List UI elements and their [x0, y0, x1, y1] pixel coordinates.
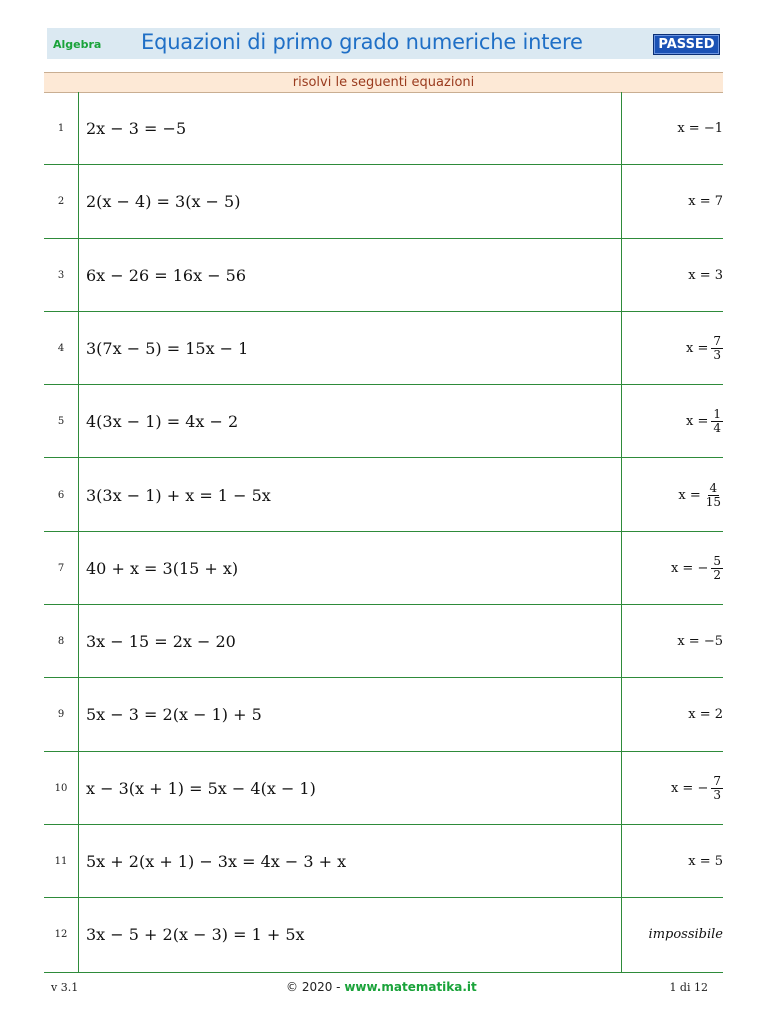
subject-label: Algebra [53, 38, 102, 51]
exercise-number: 12 [54, 929, 68, 941]
table-row [44, 385, 723, 458]
exercise-table [44, 92, 723, 973]
equation: x − 3(x + 1) = 5x − 4(x − 1) [86, 778, 316, 798]
table-row [44, 239, 723, 312]
solution [623, 678, 723, 751]
table-row [44, 532, 723, 605]
fraction-numerator: 7 [713, 773, 721, 788]
page-number: 1 di 12 [669, 981, 708, 994]
page-header [47, 28, 720, 59]
solution-text: impossibile [648, 927, 723, 943]
solution-prefix: x = − [670, 560, 709, 576]
equation: 3x − 15 = 2x − 20 [86, 632, 236, 652]
fraction-numerator: 5 [713, 553, 721, 568]
solution [623, 459, 723, 532]
solution-fraction [711, 555, 723, 582]
table-row [44, 605, 723, 678]
exercise-number: 4 [57, 342, 65, 354]
equation: 3(7x − 5) = 15x − 1 [86, 338, 249, 358]
table-row [44, 165, 723, 238]
fraction-numerator: 4 [709, 480, 718, 495]
fraction-numerator: 7 [713, 333, 721, 348]
solution [623, 605, 723, 678]
passed-badge: PASSED [653, 34, 720, 55]
fraction-numerator: 1 [713, 407, 721, 422]
solution [623, 312, 723, 385]
copyright-notice [286, 980, 477, 994]
table-row [44, 92, 723, 165]
equation: 6x − 26 = 16x − 56 [86, 265, 247, 285]
fraction-denominator: 4 [713, 421, 721, 436]
equation: 5x + 2(x + 1) − 3x = 4x − 3 + x [86, 852, 347, 871]
exercise-number: 9 [57, 709, 65, 721]
solution [623, 532, 723, 605]
solution-prefix: x = [678, 487, 701, 503]
copyright-text: © 2020 - [286, 980, 345, 994]
solution-fraction [704, 482, 723, 509]
exercise-number: 1 [57, 123, 65, 134]
exercise-number: 11 [54, 856, 68, 867]
fraction-denominator: 3 [713, 787, 721, 802]
solution [623, 898, 723, 971]
exercise-number: 3 [57, 269, 65, 281]
page-title: Equazioni di primo grado numeriche intere [141, 30, 583, 54]
table-row [44, 459, 723, 532]
solution [623, 239, 723, 312]
exercise-number: 5 [57, 416, 65, 428]
solution-text: x = 7 [688, 194, 723, 210]
exercise-number: 8 [57, 636, 65, 648]
version-label: v 3.1 [51, 981, 79, 994]
table-row [44, 752, 723, 825]
fraction-denominator: 2 [713, 567, 721, 582]
table-row [44, 898, 723, 971]
solution-fraction [711, 775, 723, 802]
table-row [44, 678, 723, 751]
exercise-number: 10 [54, 782, 68, 794]
solution-fraction [711, 408, 723, 435]
fraction-denominator: 3 [713, 347, 721, 362]
fraction-denominator: 15 [705, 494, 721, 509]
solution-fraction [711, 335, 723, 362]
equation: 4(3x − 1) = 4x − 2 [86, 412, 239, 432]
solution [623, 385, 723, 458]
solution-prefix: x = − [670, 780, 709, 796]
solution [623, 92, 723, 165]
solution-prefix: x = [686, 414, 709, 430]
equation: 2(x − 4) = 3(x − 5) [86, 192, 241, 212]
equation: 3(3x − 1) + x = 1 − 5x [86, 485, 271, 505]
equation: 3x − 5 + 2(x − 3) = 1 + 5x [86, 925, 305, 945]
solution [623, 752, 723, 825]
page-footer [44, 978, 723, 998]
solution-text: x = 3 [688, 267, 723, 283]
exercise-number: 6 [57, 489, 65, 501]
table-row [44, 312, 723, 385]
exercise-number: 7 [57, 562, 65, 574]
site-link[interactable]: www.matematika.it [344, 980, 477, 994]
exercise-number: 2 [57, 196, 65, 208]
solution-text: x = 2 [688, 707, 723, 723]
solution [623, 825, 723, 898]
equation: 5x − 3 = 2(x − 1) + 5 [86, 705, 262, 725]
solution-text: x = −5 [677, 634, 723, 650]
instruction-banner: risolvi le seguenti equazioni [44, 72, 723, 93]
equation: 2x − 3 = −5 [86, 119, 187, 138]
solution [623, 165, 723, 238]
solution-text: x = −1 [677, 121, 723, 136]
solution-text: x = 5 [688, 854, 723, 869]
table-row [44, 825, 723, 898]
equation: 40 + x = 3(15 + x) [86, 558, 239, 578]
solution-prefix: x = [686, 340, 709, 356]
